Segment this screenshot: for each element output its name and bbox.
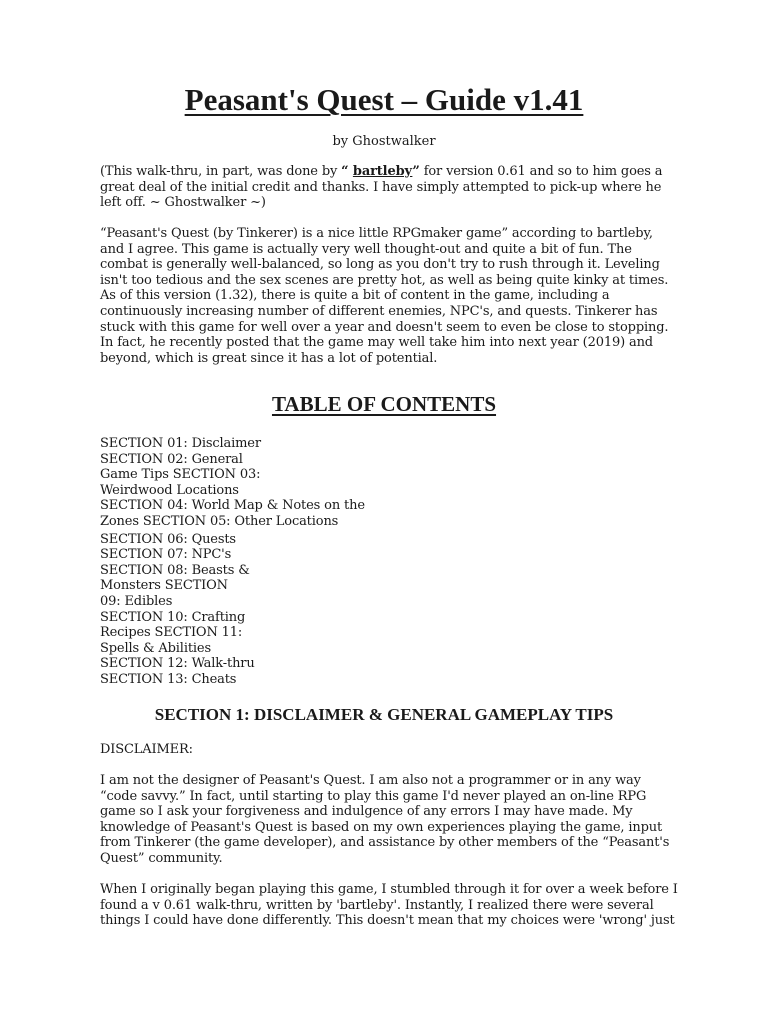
description-line: combat is generally well-balanced, so long as you don't try to rush through it. Leveling	[100, 257, 660, 273]
toc-line: Zones SECTION 05: Other Locations	[100, 513, 339, 529]
guide-title: Peasant's Quest – Guide v1.41	[184, 82, 584, 117]
disclaimer-label: DISCLAIMER:	[100, 742, 193, 757]
toc-line: SECTION 07: NPC's	[100, 547, 232, 563]
description-line: isn't too tedious and the sex scenes are pretty hot, as well as being quite kinky at times.	[100, 272, 669, 288]
section-1-heading: SECTION 1: DISCLAIMER & GENERAL GAMEPLAY TIPS	[154, 705, 614, 724]
intro-line-3: left off. ~ Ghostwalker ~)	[100, 195, 266, 211]
toc-line: Game Tips SECTION 03:	[100, 467, 261, 483]
history-line: found a v 0.61 walk-thru, written by 'bartleby'. Instantly, I realized there were several	[100, 897, 654, 913]
intro-line-1: (This walk-thru, in part, was done by “ bartleby” for version 0.61 and so to him goes a	[100, 164, 663, 179]
toc-line: Monsters SECTION	[100, 578, 228, 594]
description-paragraph	[100, 226, 669, 366]
toc-line: SECTION 06: Quests	[100, 531, 236, 547]
description-line: beyond, which is great since it has a lot of potential.	[100, 350, 438, 366]
toc-line: Weirdwood Locations	[100, 482, 239, 498]
disclaimer-line: game so I ask your forgiveness and indulgence of any errors I may have made. My	[100, 804, 633, 820]
disclaimer-line: knowledge of Peasant's Quest is based on my own experiences playing the game, input	[100, 819, 663, 835]
description-line: “Peasant's Quest (by Tinkerer) is a nice little RPGmaker game” according to bartleby,	[100, 226, 653, 241]
intro-line-2: great deal of the initial credit and thanks. I have simply attempted to pick-up where he	[100, 179, 662, 195]
toc-line: SECTION 12: Walk-thru	[100, 656, 255, 672]
toc-line: 09: Edibles	[100, 593, 173, 609]
disclaimer-line: I am not the designer of Peasant's Quest. I am also not a programmer or in any way	[100, 773, 641, 788]
toc-line: Spells & Abilities	[100, 640, 211, 656]
toc-line: SECTION 04: World Map & Notes on the	[100, 498, 365, 514]
toc-line: SECTION 10: Crafting	[100, 609, 246, 625]
disclaimer-paragraph	[100, 773, 670, 867]
disclaimer-line: “code savvy.” In fact, until starting to play this game I'd never played an on-line RPG	[100, 788, 647, 804]
table-of-contents	[100, 436, 500, 688]
description-line: In fact, he recently posted that the game may well take him into next year (2019) and	[100, 335, 653, 351]
toc-line: Recipes SECTION 11:	[100, 625, 243, 641]
description-line: and I agree. This game is actually very well thought-out and quite a bit of fun. The	[100, 241, 632, 257]
description-line: As of this version (1.32), there is quite a bit of content in the game, including a	[100, 288, 610, 304]
toc-line: SECTION 08: Beasts &	[100, 562, 250, 578]
credit-name: “ bartleby”	[341, 164, 420, 179]
author-byline: by Ghostwalker	[332, 134, 436, 149]
disclaimer-line: Quest” community.	[100, 850, 223, 866]
description-line: continuously increasing number of different enemies, NPC's, and quests. Tinkerer has	[100, 303, 658, 319]
history-paragraph	[100, 882, 678, 929]
history-line: When I originally began playing this game, I stumbled through it for over a week before I	[100, 882, 678, 897]
history-line: things I could have done differently. This doesn't mean that my choices were 'wrong' just	[100, 913, 675, 929]
toc-line: SECTION 13: Cheats	[100, 671, 237, 687]
toc-line: SECTION 01: Disclaimer	[100, 436, 261, 451]
toc-line: SECTION 02: General	[100, 451, 243, 467]
toc-heading: TABLE OF CONTENTS	[271, 392, 497, 416]
intro-paragraph	[100, 164, 663, 211]
description-line: stuck with this game for well over a year and doesn't seem to even be close to stopping.	[100, 319, 669, 335]
disclaimer-line: from Tinkerer (the game developer), and assistance by other members of the “Peasant's	[100, 835, 670, 851]
